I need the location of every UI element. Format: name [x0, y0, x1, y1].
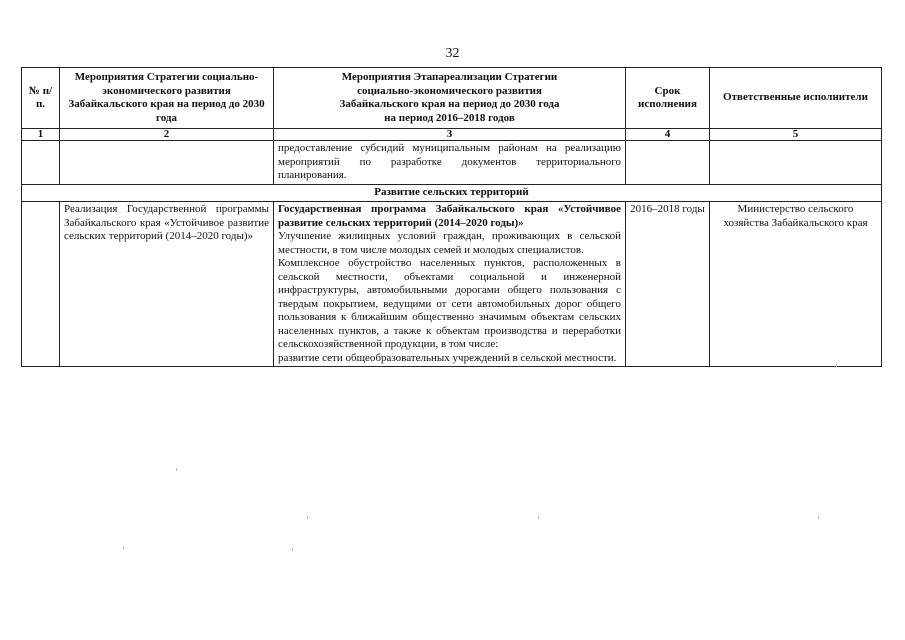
section-title: Развитие сельских территорий	[22, 184, 882, 202]
cell-empty	[22, 141, 60, 185]
header-strategy-measures: Мероприятия Стратегии социально-экономического развития Забайкальского края на период до 2030 года	[60, 68, 274, 129]
cell-deadline: 2016–2018 годы	[626, 202, 710, 367]
column-number: 2	[60, 129, 274, 141]
cell-strategy-measure: Реализация Государственной программы Забайкальского края «Устойчивое развитие сельских территорий (2014–2020 годы)»	[60, 202, 274, 367]
cell-continuation-text: предоставление субсидий муниципальным районам на реализацию мероприятий по разработке документов территориального планирования.	[274, 141, 626, 185]
table-row	[22, 141, 882, 185]
section-row	[22, 184, 882, 202]
measure-paragraph: развитие сети общеобразовательных учреждений в сельской местности.	[278, 351, 617, 364]
table-header-row	[22, 68, 882, 129]
header-stage-line-3: Забайкальского края на период до 2030 года	[339, 98, 560, 110]
measure-paragraph: Улучшение жилищных условий граждан, проживающих в сельской местности, в том числе молодых семей и молодых специалистов.	[278, 230, 621, 256]
cell-empty	[710, 141, 882, 185]
page-number: 32	[445, 46, 460, 61]
scan-speck	[176, 468, 177, 471]
scan-speck	[292, 548, 293, 551]
header-number: № п/п.	[22, 68, 60, 129]
scan-speck	[538, 516, 539, 519]
cell-responsible: Министерство сельского хозяйства Забайкальского края	[710, 202, 882, 367]
cell-empty	[626, 141, 710, 185]
column-number-row	[22, 129, 882, 141]
scan-speck	[818, 516, 819, 519]
column-number: 5	[710, 129, 882, 141]
table-row	[22, 202, 882, 367]
scan-speck	[307, 516, 308, 519]
header-stage-line-1: Мероприятия Этапареализации Стратегии	[341, 71, 558, 83]
column-number: 3	[274, 129, 626, 141]
cell-empty	[22, 202, 60, 367]
strategy-table	[21, 67, 882, 367]
measure-paragraph: Комплексное обустройство населенных пунктов, расположенных в сельской местности, объектами социальной и инженерной инфраструктуры, автомобильными дорогами общего пользования с твердым покрытием, ведущими от сети автомобильных дорог общего пользования к ближайшим общественно значимым объектам сельских населенных пунктов, а также к объектам производства и переработки сельскохозяйственной продукции, в том числе:	[278, 257, 621, 350]
column-number: 4	[626, 129, 710, 141]
header-stage-line-2: социально-экономического развития	[357, 84, 542, 97]
header-stage-line-4: на период 2016–2018 годов	[384, 111, 515, 124]
cell-empty	[60, 141, 274, 185]
header-stage-measures	[274, 68, 626, 129]
header-responsible: Ответственные исполнители	[710, 68, 882, 129]
header-deadline: Срок исполнения	[626, 68, 710, 129]
scan-speck	[123, 546, 124, 549]
scan-speck	[836, 364, 837, 367]
column-number: 1	[22, 129, 60, 141]
program-title: Государственная программа Забайкальского края «Устойчивое развитие сельских территорий (2014–2020 годы)»	[278, 203, 621, 229]
cell-stage-measures	[274, 202, 626, 367]
